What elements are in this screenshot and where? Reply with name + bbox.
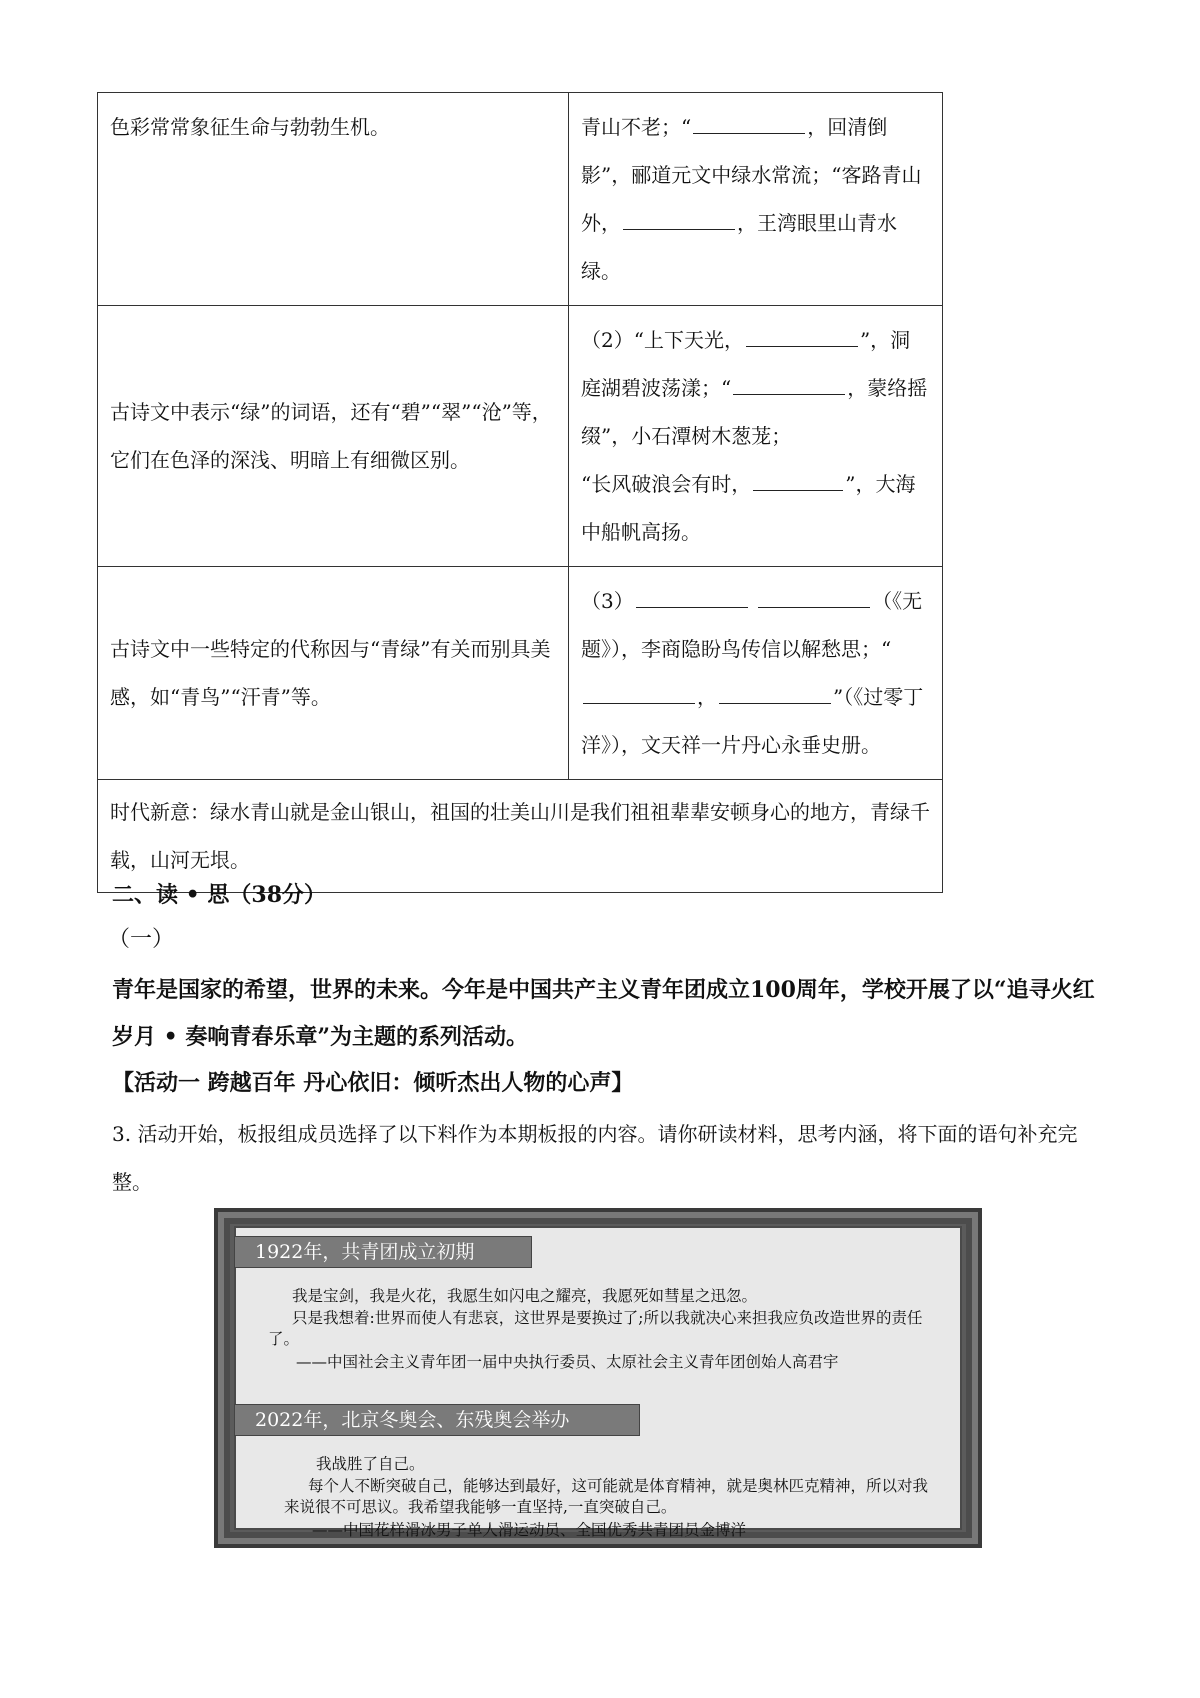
cell-text: ”，大海中船帆高扬。 xyxy=(581,472,916,544)
fill-blank[interactable] xyxy=(719,680,831,704)
cell-text: “长风破浪会有时， xyxy=(581,472,752,496)
fill-blank[interactable] xyxy=(746,323,858,347)
banner-1922: 1922年，共青团成立初期 xyxy=(234,1236,532,1268)
section-title: 二、读 • 思（38分） xyxy=(112,882,326,908)
cell-text: （3） xyxy=(581,589,634,613)
cell-text: 青山不老；“ xyxy=(581,115,692,139)
table-cell xyxy=(98,567,569,780)
fill-blank[interactable] xyxy=(583,680,695,704)
cell-text: ， xyxy=(697,685,717,709)
table-cell xyxy=(569,306,943,567)
table-cell xyxy=(98,306,569,567)
quote-line: 只是我想着:世界而使人有悲哀，这世界是要换过了;所以我就决心来担我应负改造世界的责任了。 xyxy=(268,1309,923,1348)
table-cell xyxy=(98,780,943,893)
quote-author: ——中国花样滑冰男子单人滑运动员、全国优秀共青团员金博洋 xyxy=(312,1521,747,1539)
cell-text: 色彩常常象征生命与勃勃生机。 xyxy=(110,115,390,139)
quote-line: 我是宝剑，我是火花，我愿生如闪电之耀亮，我愿死如彗星之迅忽。 xyxy=(292,1287,758,1305)
table-row xyxy=(98,93,943,306)
fill-blank[interactable] xyxy=(636,584,748,608)
quote-line: 我战胜了自己。 xyxy=(316,1455,425,1473)
blackboard-image xyxy=(214,1208,982,1548)
cell-text: ，蒙络摇缀”，小石潭树木葱茏； xyxy=(581,376,928,448)
fill-blank[interactable] xyxy=(623,206,735,230)
section-intro: 青年是国家的希望，世界的未来。今年是中国共产主义青年团成立100周年，学校开展了以“追寻火红岁月 • 奏响青春乐章”为主题的系列活动。 xyxy=(112,977,1095,1050)
cell-text: 古诗文中一些特定的代称因与“青绿”有关而别具美感，如“青鸟”“汗青”等。 xyxy=(110,637,551,709)
cell-text: （2）“上下天光， xyxy=(581,328,744,352)
fill-blank[interactable] xyxy=(733,371,845,395)
quote-line: 每个人不断突破自己，能够达到最好，这可能就是体育精神，就是奥林匹克精神，所以对我来说很不可思议。我希望我能够一直坚持,一直突破自己。 xyxy=(284,1477,929,1516)
banner-2022: 2022年，北京冬奥会、东残奥会举办 xyxy=(234,1404,640,1436)
activity-heading: 【活动一 跨越百年 丹心依旧：倾听杰出人物的心声】 xyxy=(112,1070,634,1096)
question-3: 3. 活动开始，板报组成员选择了以下料作为本期板报的内容。请你研读材料，思考内涵，将下面的语句补充完整。 xyxy=(112,1122,1078,1194)
cell-text: （《无题》），李商隐盼鸟传信以解愁思；“ xyxy=(581,589,923,661)
table-cell xyxy=(569,93,943,306)
section-subtitle: （一） xyxy=(108,927,175,952)
cell-text: ”（《过零丁洋》），文天祥一片丹心永垂史册。 xyxy=(581,685,924,757)
cell-text: ”，洞庭湖碧波荡漾；“ xyxy=(581,328,911,400)
table-cell xyxy=(569,567,943,780)
cell-text: 古诗文中表示“绿”的词语，还有“碧”“翠”“沧”等，它们在色泽的深浅、明暗上有细微区别。 xyxy=(110,400,552,472)
cell-text: 时代新意：绿水青山就是金山银山，祖国的壮美山川是我们祖祖辈辈安顿身心的地方，青绿千载，山河无垠。 xyxy=(110,800,930,872)
table-cell xyxy=(98,93,569,306)
table-row xyxy=(98,306,943,567)
fill-blank[interactable] xyxy=(753,467,843,491)
quote-author: ——中国社会主义青年团一届中央执行委员、太原社会主义青年团创始人高君宇 xyxy=(296,1353,839,1371)
table-row xyxy=(98,780,943,893)
poetry-table xyxy=(97,92,943,893)
fill-blank[interactable] xyxy=(693,110,805,134)
fill-blank[interactable] xyxy=(758,584,870,608)
cell-text: ，回清倒影”，郦道元文中绿水常流；“客路青山外， xyxy=(581,115,922,235)
cell-text: ，王湾眼里山青水绿。 xyxy=(581,211,897,283)
blackboard-content xyxy=(234,1226,962,1539)
table-row xyxy=(98,567,943,780)
